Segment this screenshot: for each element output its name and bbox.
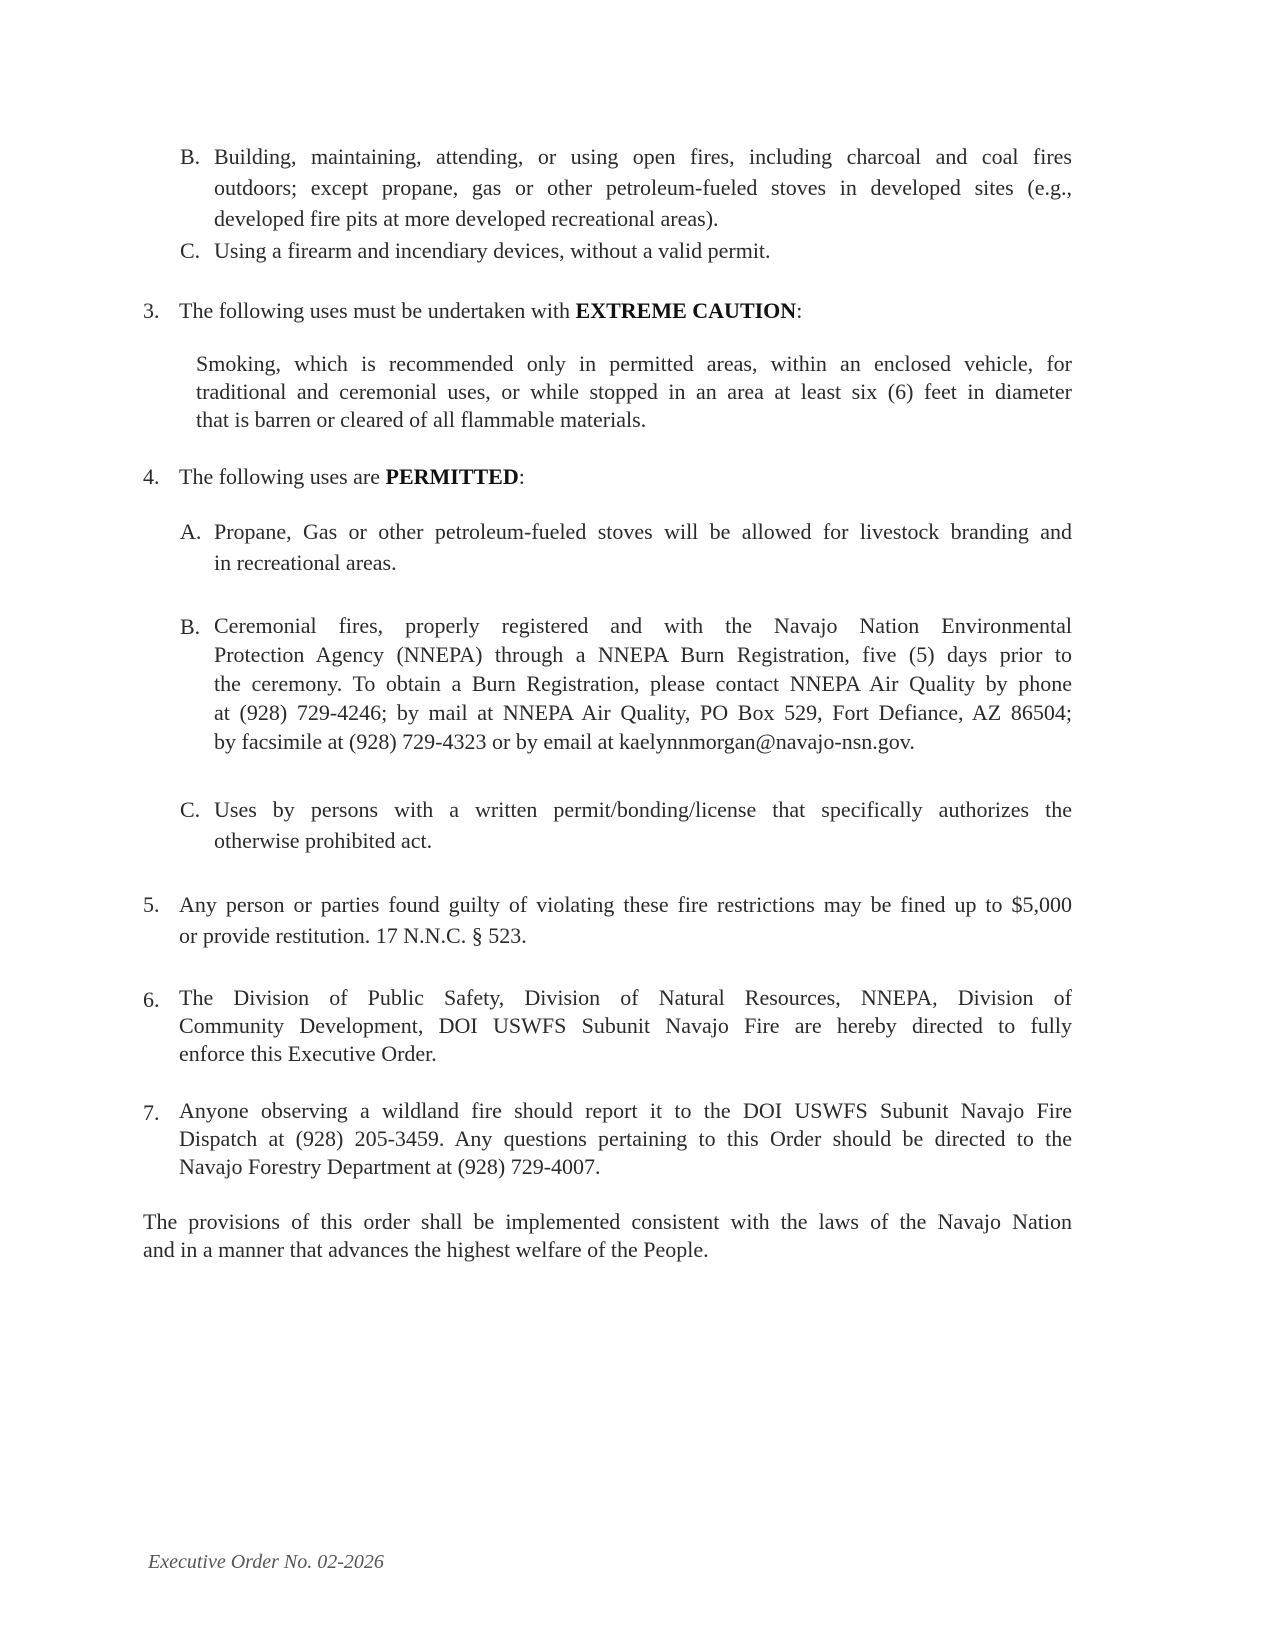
text-line: Smoking, which is recommended only in permitted areas, within an enclosed vehicle, for [196, 351, 1072, 376]
text-line: Uses by persons with a written permit/bonding/license that specifically authorizes the [214, 797, 1072, 822]
text-line: The provisions of this order shall be implemented consistent with the laws of the Navajo Nation [143, 1209, 1072, 1234]
text-line: The Division of Public Safety, Division of Natural Resources, NNEPA, Division of [179, 985, 1072, 1010]
text-line: Navajo Forestry Department at (928) 729-4007. [179, 1154, 601, 1179]
text-line: Propane, Gas or other petroleum-fueled stoves will be allowed for livestock branding and [214, 519, 1072, 544]
emphasis-permitted: PERMITTED [385, 464, 519, 489]
text-span: The following uses must be undertaken with [179, 298, 576, 323]
list-marker-3: 3. [143, 298, 160, 323]
item-4b-ceremonial-fires [214, 611, 1072, 756]
text-line: and in a manner that advances the highest welfare of the People. [143, 1237, 709, 1262]
text-line: or provide restitution. 17 N.N.C. § 523. [179, 923, 527, 948]
text-span: : [796, 298, 803, 323]
list-marker-c: C. [180, 238, 201, 263]
text-line: Building, maintaining, attending, or using open fires, including charcoal and coal fires [214, 144, 1072, 169]
item-7-reporting [179, 1097, 1072, 1181]
item-c-firearm: Using a firearm and incendiary devices, without a valid permit. [214, 238, 771, 263]
text-line: the ceremony. To obtain a Burn Registration, please contact NNEPA Air Quality by phone [214, 671, 1072, 696]
list-marker-4b: B. [180, 614, 201, 639]
text-line: Anyone observing a wildland fire should report it to the DOI USWFS Subunit Navajo Fire [179, 1098, 1072, 1123]
item-4a-propane-stoves [214, 516, 1072, 578]
text-line: developed fire pits at more developed recreational areas). [214, 206, 719, 231]
item-6-enforcement [179, 984, 1072, 1068]
list-marker-4a: A. [180, 519, 202, 544]
list-marker-5: 5. [143, 892, 160, 917]
text-line: Community Development, DOI USWFS Subunit Navajo Fire are hereby directed to fully [179, 1013, 1072, 1038]
text-line: in recreational areas. [214, 550, 397, 575]
item-5-penalties [179, 889, 1072, 951]
text-line: otherwise prohibited act. [214, 828, 433, 853]
list-marker-b: B. [180, 144, 201, 169]
emphasis-extreme-caution: EXTREME CAUTION [575, 298, 797, 323]
text-line: Ceremonial fires, properly registered and with the Navajo Nation Environmental [214, 613, 1072, 638]
item-b-building-open-fires [214, 141, 1072, 234]
text-span: : [518, 464, 525, 489]
text-line: Any person or parties found guilty of violating these fire restrictions may be fined up to $5,000 [179, 892, 1072, 917]
text-line: at (928) 729-4246; by mail at NNEPA Air Quality, PO Box 529, Fort Defiance, AZ 86504; [214, 700, 1072, 725]
item-4c-written-permit [214, 794, 1072, 856]
text-line: that is barren or cleared of all flammable materials. [196, 407, 647, 432]
item-3-heading [179, 295, 1072, 326]
page-footer: Executive Order No. 02-2026 [148, 1551, 384, 1573]
item-3-smoking-paragraph [196, 350, 1072, 434]
text-line: outdoors; except propane, gas or other petroleum-fueled stoves in developed sites (e.g., [214, 175, 1072, 200]
text-line: enforce this Executive Order. [179, 1041, 437, 1066]
list-marker-7: 7. [143, 1100, 160, 1125]
list-marker-6: 6. [143, 987, 160, 1012]
list-marker-4c: C. [180, 797, 201, 822]
text-line: traditional and ceremonial uses, or while stopped in an area at least six (6) feet in diameter [196, 379, 1072, 404]
item-4-heading [179, 461, 1072, 492]
text-line: Protection Agency (NNEPA) through a NNEPA Burn Registration, five (5) days prior to [214, 642, 1072, 667]
closing-paragraph [143, 1208, 1072, 1264]
text-span: The following uses are [179, 464, 386, 489]
text-line: Dispatch at (928) 205-3459. Any questions pertaining to this Order should be directed to the [179, 1126, 1072, 1151]
text-line: by facsimile at (928) 729-4323 or by email at kaelynnmorgan@navajo-nsn.gov. [214, 729, 915, 754]
list-marker-4: 4. [143, 464, 160, 489]
